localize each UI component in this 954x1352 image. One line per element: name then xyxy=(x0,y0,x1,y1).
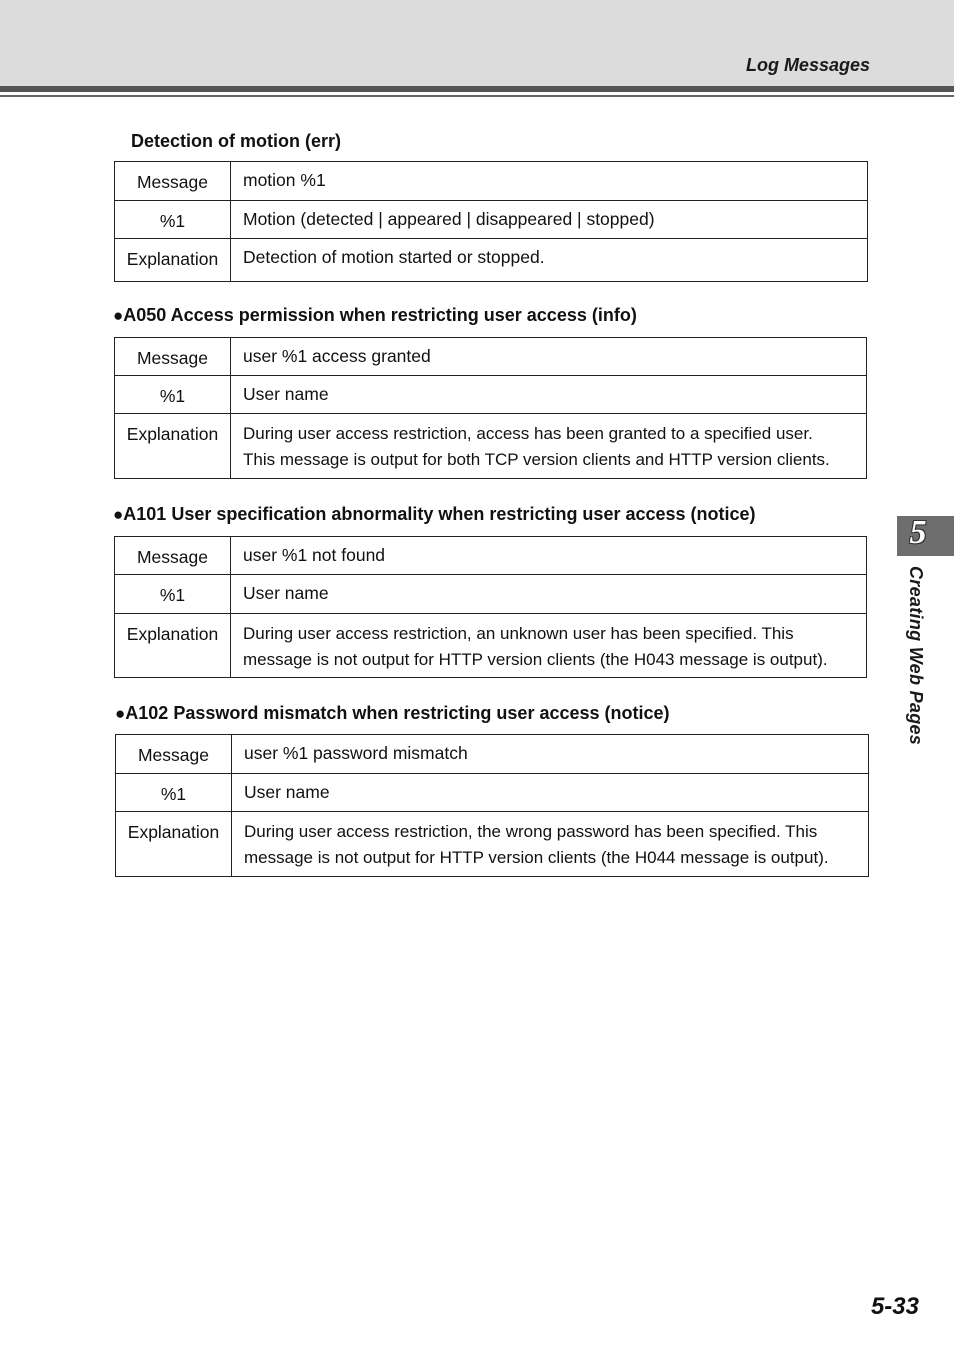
row-key-cell xyxy=(116,812,232,877)
table-row xyxy=(115,162,868,201)
header-rule-thin xyxy=(0,95,954,97)
row-value-cell xyxy=(231,201,868,239)
row-key: Explanation xyxy=(126,424,219,444)
bullet-icon: ● xyxy=(115,704,126,723)
table-row xyxy=(115,537,867,575)
row-value: user %1 not found xyxy=(243,545,386,565)
row-value-cell xyxy=(231,537,867,575)
row-value-line: During user access restriction, an unknown user has been specified. This xyxy=(243,624,794,643)
log-table-a101 xyxy=(114,536,867,678)
chapter-number: 5 xyxy=(909,514,927,551)
row-key: %1 xyxy=(159,386,186,406)
log-table-a050 xyxy=(114,337,867,479)
row-value-line: This message is output for both TCP version clients and HTTP version clients. xyxy=(243,450,830,469)
row-key: Message xyxy=(136,348,208,368)
row-value-cell xyxy=(232,735,869,774)
row-value xyxy=(243,414,866,473)
row-key-cell xyxy=(115,201,231,239)
row-value-cell xyxy=(232,812,869,877)
section-heading-text: Detection of motion (err) xyxy=(131,131,341,151)
row-value: User name xyxy=(243,583,329,603)
row-value: User name xyxy=(243,384,329,404)
row-value-cell xyxy=(231,376,867,414)
row-value: user %1 access granted xyxy=(243,346,431,366)
table-row xyxy=(115,575,867,614)
row-value-cell xyxy=(231,614,867,678)
row-key-cell xyxy=(115,239,231,282)
row-key-cell xyxy=(116,774,232,812)
row-key-cell xyxy=(115,376,231,414)
section-heading-text: Password mismatch when restricting user access (notice) xyxy=(173,703,670,723)
section-heading-text: User specification abnormality when restricting user access (notice) xyxy=(171,504,756,524)
section-heading-motion xyxy=(131,131,341,152)
bullet-icon: ● xyxy=(113,306,124,325)
row-key-cell xyxy=(115,575,231,614)
row-value: Detection of motion started or stopped. xyxy=(243,247,545,267)
row-key-cell xyxy=(115,537,231,575)
row-value-line: message is not output for HTTP version clients (the H043 message is output). xyxy=(243,650,828,669)
table-row xyxy=(115,414,867,479)
table-row xyxy=(115,376,867,414)
row-value xyxy=(243,614,866,673)
row-key: Message xyxy=(136,172,208,192)
row-value-cell xyxy=(231,162,868,201)
row-key-cell xyxy=(115,414,231,479)
row-value: user %1 password mismatch xyxy=(244,743,468,763)
section-heading-a050 xyxy=(113,305,637,326)
table-row xyxy=(115,338,867,376)
header-rule-thick xyxy=(0,86,954,92)
log-table-motion xyxy=(114,161,868,282)
row-value-line: During user access restriction, access has been granted to a specified user. xyxy=(243,424,813,443)
row-value: Motion (detected | appeared | disappeared | stopped) xyxy=(243,209,655,229)
row-key: %1 xyxy=(159,211,186,231)
row-value xyxy=(244,812,868,871)
bullet-icon: ● xyxy=(113,505,124,524)
row-value-line: During user access restriction, the wrong password has been specified. This xyxy=(244,822,818,841)
row-key-cell xyxy=(116,735,232,774)
row-key-cell xyxy=(115,614,231,678)
section-heading-code: A101 xyxy=(123,504,167,524)
section-heading-text: Access permission when restricting user access (info) xyxy=(170,305,637,325)
row-value-cell xyxy=(232,774,869,812)
row-key: Explanation xyxy=(126,249,219,269)
chapter-side-label: Creating Web Pages xyxy=(906,566,926,746)
row-key: Message xyxy=(137,745,209,765)
row-key-cell xyxy=(115,162,231,201)
row-value-cell xyxy=(231,575,867,614)
row-key: Explanation xyxy=(126,624,219,644)
row-value-cell xyxy=(231,338,867,376)
row-value-line: message is not output for HTTP version clients (the H044 message is output). xyxy=(244,848,829,867)
row-key: Explanation xyxy=(127,822,220,842)
table-row xyxy=(116,812,869,877)
page-number: 5-33 xyxy=(870,1293,919,1320)
row-value: User name xyxy=(244,782,330,802)
section-heading-a101 xyxy=(113,504,756,525)
section-heading-code: A050 xyxy=(123,305,167,325)
row-key-cell xyxy=(115,338,231,376)
row-key: %1 xyxy=(160,784,187,804)
table-row xyxy=(115,239,868,282)
section-heading-code: A102 xyxy=(125,703,169,723)
running-header-title: Log Messages xyxy=(745,55,870,75)
table-row xyxy=(116,735,869,774)
table-row xyxy=(115,201,868,239)
row-value-cell xyxy=(231,239,868,282)
row-value-cell xyxy=(231,414,867,479)
row-key: Message xyxy=(136,547,208,567)
section-heading-a102 xyxy=(115,703,670,724)
table-row xyxy=(115,614,867,678)
row-key: %1 xyxy=(159,585,186,605)
table-row xyxy=(116,774,869,812)
log-table-a102 xyxy=(115,734,869,877)
row-value: motion %1 xyxy=(243,170,326,190)
